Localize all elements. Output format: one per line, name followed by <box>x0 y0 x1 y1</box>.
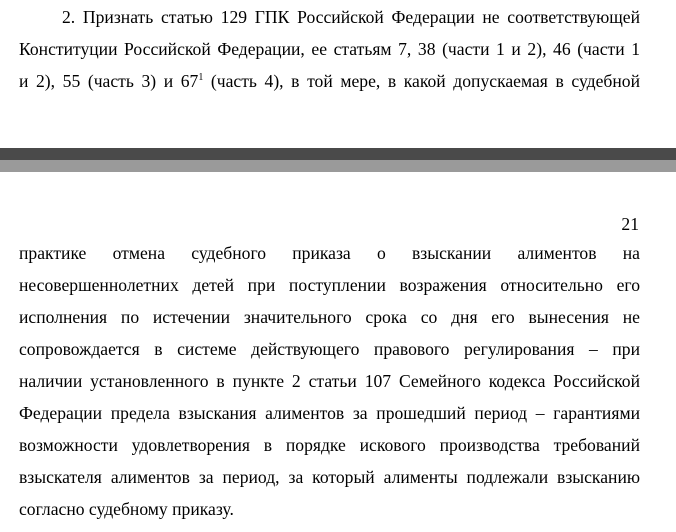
page-separator <box>0 148 676 172</box>
paragraph-line-1: 2. Признать статью 129 ГПК Российской Федерации не соответствующей <box>62 7 640 27</box>
paragraph-line-last: согласно судебному приказу. <box>19 499 234 519</box>
paragraph-line: исполнения по истечении значительного срока со дня его вынесения не <box>19 307 640 327</box>
paragraph-line: взыскателя алиментов за период, за который алименты подлежали взысканию <box>19 467 640 487</box>
paragraph-line: несовершеннолетних детей при поступлении возражения относительно его <box>19 275 640 295</box>
page-number: 21 <box>621 214 639 234</box>
page-separator-light <box>0 160 676 172</box>
paragraph-line: сопровождается в системе действующего правового регулирования – при <box>19 339 640 359</box>
paragraph-line: Федерации предела взыскания алиментов за прошедший период – гарантиями <box>19 403 640 423</box>
paragraph-line: наличии установленного в пункте 2 статьи 107 Семейного кодекса Российской <box>19 371 640 391</box>
line-3-text-start: и 2), 55 (часть 3) и 67 <box>19 71 199 91</box>
document-page-top <box>0 0 676 148</box>
paragraph-line-3 <box>19 71 640 91</box>
paragraph-line: возможности удовлетворения в порядке искового производства требований <box>19 435 640 455</box>
superscript-mark: 1 <box>198 72 204 83</box>
page-separator-dark <box>0 148 676 160</box>
line-3-text-end: (часть 4), в той мере, в какой допускаемая в судебной <box>203 71 640 91</box>
paragraph-line-2: Конституции Российской Федерации, ее статьям 7, 38 (части 1 и 2), 46 (части 1 <box>19 39 640 59</box>
paragraph-line: практике отмена судебного приказа о взыскании алиментов на <box>19 243 640 263</box>
